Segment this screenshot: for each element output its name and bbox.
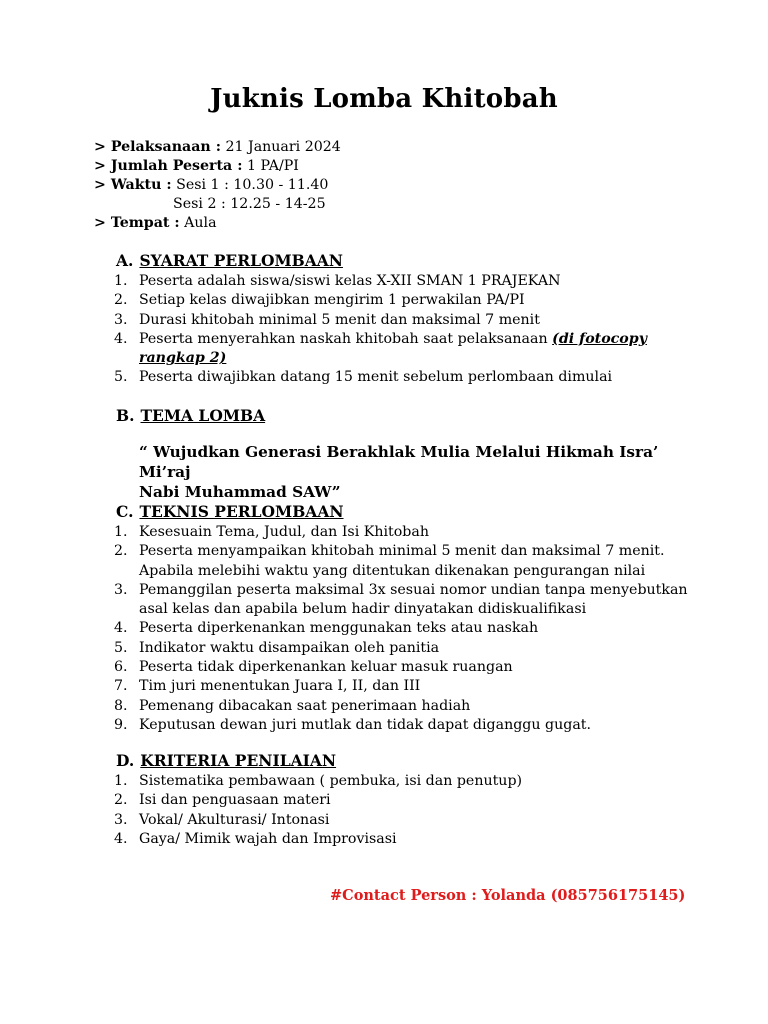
section-b-heading: [116, 406, 265, 425]
item-number: 7.: [114, 678, 128, 695]
item-number: 1.: [114, 273, 128, 289]
item-number: 4.: [114, 830, 128, 847]
item-emphasis-continued: rangkap 2): [139, 350, 227, 367]
item-number: 4.: [114, 620, 128, 637]
list-item: [0, 677, 688, 696]
event-info: [94, 138, 341, 233]
info-jumlah-peserta: [94, 157, 341, 176]
item-text: Sistematika pembawaan ( pembuka, isi dan penutup): [139, 773, 523, 789]
list-item-continuation: [0, 562, 688, 581]
list-item: [0, 791, 522, 810]
tempat-label: > Tempat :: [94, 215, 180, 231]
list-item: [0, 330, 647, 349]
list-item: [0, 291, 647, 310]
waktu-sesi-1: Sesi 1 : 10.30 - 11.40: [176, 177, 329, 193]
item-text: Peserta menyampaikan khitobah minimal 5 menit dan maksimal 7 menit.: [139, 543, 665, 560]
jumlah-label: > Jumlah Peserta :: [94, 158, 243, 174]
section-a-title: SYARAT PERLOMBAAN: [139, 251, 343, 270]
item-text: Gaya/ Mimik wajah dan Improvisasi: [139, 830, 397, 847]
list-item: [0, 697, 688, 716]
section-d-title: KRITERIA PENILAIAN: [140, 751, 337, 770]
item-text: Peserta tidak diperkenankan keluar masuk ruangan: [139, 659, 513, 676]
item-number: 1.: [114, 773, 128, 789]
jumlah-value: 1 PA/PI: [246, 158, 299, 174]
list-item: [0, 639, 688, 658]
tema-line-1: “ Wujudkan Generasi Berakhlak Mulia Melalui Hikmah Isra’ Mi’raj: [139, 443, 659, 481]
item-number: 8.: [114, 697, 128, 714]
item-number: 4.: [114, 330, 128, 347]
item-number: 2.: [114, 292, 128, 309]
item-number: 2.: [114, 543, 128, 560]
section-c-title: TEKNIS PERLOMBAAN: [139, 502, 344, 521]
list-item: [0, 619, 688, 638]
item-text: Indikator waktu disampaikan oleh panitia: [139, 639, 440, 656]
item-text: Pemenang dibacakan saat penerimaan hadiah: [139, 697, 471, 714]
item-text: Peserta diperkenankan menggunakan teks atau naskah: [139, 620, 539, 637]
item-number: 6.: [114, 659, 128, 676]
item-text: Peserta menyerahkan naskah khitobah saat pelaksanaan: [139, 330, 548, 347]
tempat-value: Aula: [184, 215, 217, 231]
item-number: 1.: [114, 524, 128, 540]
section-d-heading: [116, 751, 336, 770]
info-waktu: [94, 176, 341, 195]
info-tempat: [94, 214, 341, 233]
item-number: 3.: [114, 311, 128, 328]
pelaksanaan-value: 21 Januari 2024: [225, 139, 341, 155]
item-number: 2.: [114, 792, 128, 809]
section-c-list: [0, 523, 688, 735]
contact-person: #Contact Person : Yolanda (085756175145): [330, 887, 686, 904]
section-a-heading: [116, 251, 343, 270]
item-text: Setiap kelas diwajibkan mengirim 1 perwakilan PA/PI: [139, 292, 525, 309]
item-text: Durasi khitobah minimal 5 menit dan maksimal 7 menit: [139, 311, 540, 328]
item-text: Peserta diwajibkan datang 15 menit sebelum perlombaan dimulai: [139, 369, 613, 386]
list-item: [0, 523, 688, 542]
section-a-list: [0, 272, 647, 388]
item-text: asal kelas dan apabila belum hadir dinyatakan didiskualifikasi: [139, 601, 587, 618]
list-item: [0, 368, 647, 387]
item-number: 5.: [114, 369, 128, 386]
list-item-continuation: [0, 349, 647, 368]
item-number: 3.: [114, 581, 128, 598]
item-text: Tim juri menentukan Juara I, II, dan III: [139, 678, 421, 695]
item-number: 5.: [114, 639, 128, 656]
list-item: [0, 272, 647, 291]
item-number: 9.: [114, 716, 128, 733]
list-item: [0, 581, 688, 600]
item-text: Kesesuain Tema, Judul, dan Isi Khitobah: [139, 524, 429, 540]
list-item: [0, 830, 522, 849]
item-emphasis: (di fotocopy: [552, 330, 647, 347]
waktu-label: > Waktu :: [94, 177, 172, 193]
tema-line-2: Nabi Muhammad SAW”: [139, 483, 341, 501]
section-d-letter: D.: [116, 751, 135, 770]
section-b-letter: B.: [116, 406, 135, 425]
waktu-sesi-2: Sesi 2 : 12.25 - 14-25: [173, 196, 326, 212]
tema-quote: [139, 442, 699, 502]
list-item: [0, 811, 522, 830]
item-text: Pemanggilan peserta maksimal 3x sesuai nomor undian tanpa menyebutkan: [139, 581, 688, 598]
section-c-heading: [116, 502, 344, 521]
section-b-title: TEMA LOMBA: [140, 406, 266, 425]
section-a-letter: A.: [116, 251, 134, 270]
list-item: [0, 542, 688, 561]
item-text: Isi dan penguasaan materi: [139, 792, 331, 809]
item-text: Peserta adalah siswa/siswi kelas X-XII SMAN 1 PRAJEKAN: [139, 273, 561, 289]
info-pelaksanaan: [94, 138, 341, 157]
info-waktu-sesi-2: [94, 195, 341, 214]
list-item: [0, 311, 647, 330]
pelaksanaan-label: > Pelaksanaan :: [94, 139, 221, 155]
list-item: [0, 716, 688, 735]
page-title: Juknis Lomba Khitobah: [210, 84, 558, 114]
item-number: 3.: [114, 811, 128, 828]
item-text: Apabila melebihi waktu yang ditentukan dikenakan pengurangan nilai: [139, 562, 646, 579]
section-c-letter: C.: [116, 502, 134, 521]
item-text: Vokal/ Akulturasi/ Intonasi: [139, 811, 330, 828]
item-text: Keputusan dewan juri mutlak dan tidak dapat diganggu gugat.: [139, 716, 591, 733]
section-d-list: [0, 772, 522, 849]
list-item: [0, 772, 522, 791]
list-item: [0, 658, 688, 677]
list-item-continuation: [0, 600, 688, 619]
